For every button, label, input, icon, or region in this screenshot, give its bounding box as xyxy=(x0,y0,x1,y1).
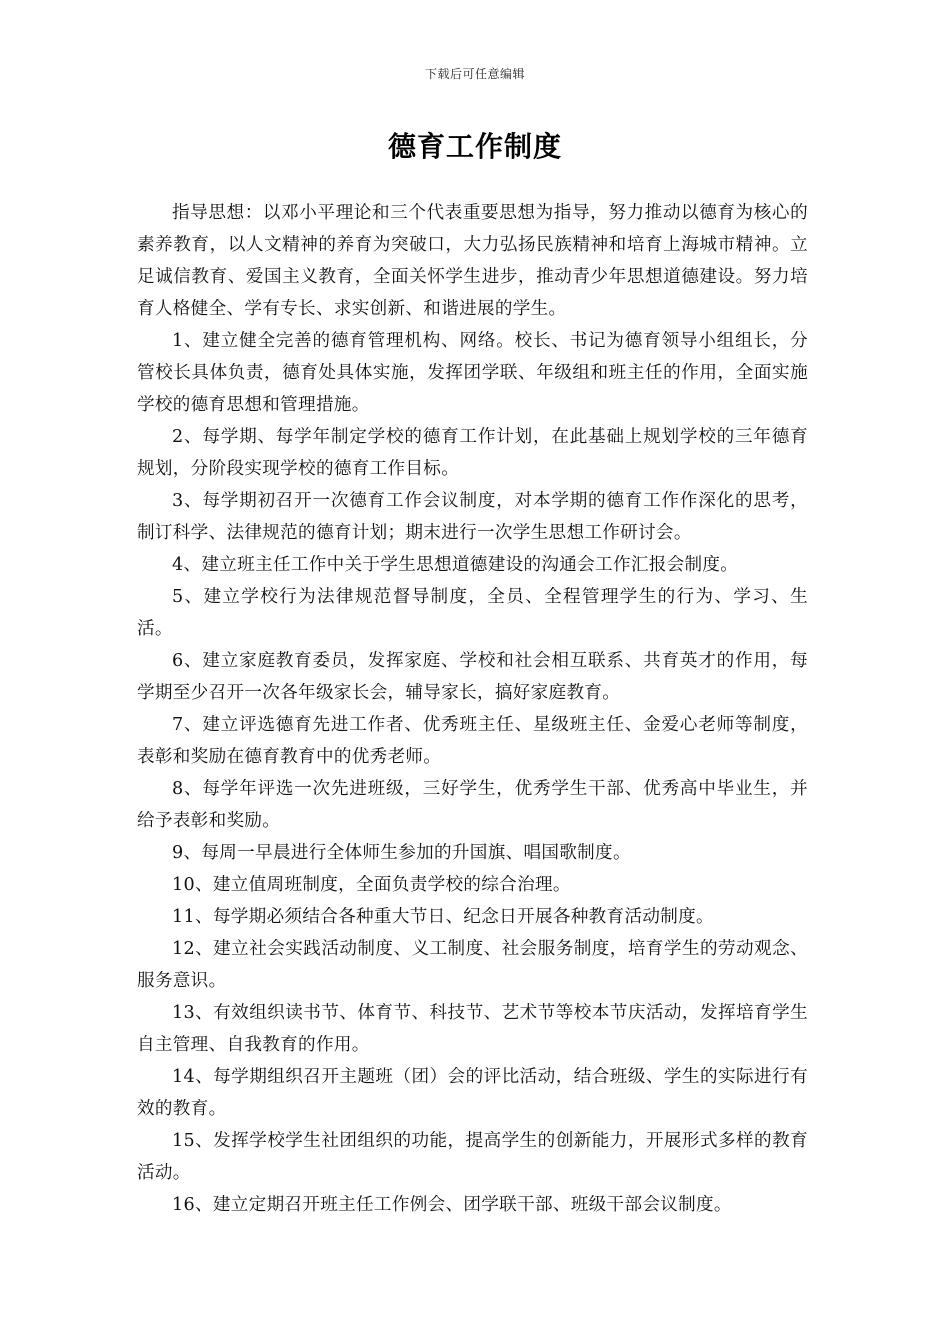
rule-paragraph-3: 3、每学期初召开一次德育工作会议制度，对本学期的德育工作作深化的思考，制订科学、法律规范的德育计划；期末进行一次学生思想工作研讨会。 xyxy=(137,491,808,543)
rule-paragraph-12: 12、建立社会实践活动制度、义工制度、社会服务制度，培育学生的劳动观念、服务意识。 xyxy=(137,939,808,991)
document-title: 德育工作制度 xyxy=(387,130,562,163)
document-body xyxy=(137,197,808,1221)
rule-paragraph-2: 2、每学期、每学年制定学校的德育工作计划，在此基础上规划学校的三年德育规划，分阶段实现学校的德育工作目标。 xyxy=(137,427,808,479)
rule-paragraph-9: 9、每周一早晨进行全体师生参加的升国旗、唱国歌制度。 xyxy=(172,843,631,863)
rule-paragraph-6: 6、建立家庭教育委员，发挥家庭、学校和社会相互联系、共育英才的作用，每学期至少召开一次各年级家长会，辅导家长，搞好家庭教育。 xyxy=(137,651,808,703)
guiding-ideology-paragraph: 指导思想：以邓小平理论和三个代表重要思想为指导，努力推动以德育为核心的素养教育，以人文精神的养育为突破口，大力弘扬民族精神和培育上海城市精神。立足诚信教育、爱国主义教育，全面关怀学生进步，推动青少年思想道德建设。努力培育人格健全、学有专长、求实创新、和谐进展的学生。 xyxy=(137,203,808,319)
rule-paragraph-8: 8、每学年评选一次先进班级，三好学生，优秀学生干部、优秀高中毕业生，并给予表彰和奖励。 xyxy=(137,779,808,831)
rule-paragraph-16: 16、建立定期召开班主任工作例会、团学联干部、班级干部会议制度。 xyxy=(172,1195,732,1215)
rule-paragraph-5: 5、建立学校行为法律规范督导制度，全员、全程管理学生的行为、学习、生活。 xyxy=(137,587,808,639)
rule-paragraph-15: 15、发挥学校学生社团组织的功能，提高学生的创新能力，开展形式多样的教育活动。 xyxy=(137,1131,808,1183)
rule-paragraph-13: 13、有效组织读书节、体育节、科技节、艺术节等校本节庆活动，发挥培育学生自主管理、自我教育的作用。 xyxy=(137,1003,808,1055)
rule-paragraph-10: 10、建立值周班制度，全面负责学校的综合治理。 xyxy=(172,875,571,895)
header-note: 下载后可任意编辑 xyxy=(424,67,525,81)
rule-paragraph-14: 14、每学期组织召开主题班（团）会的评比活动，结合班级、学生的实际进行有效的教育。 xyxy=(137,1067,808,1119)
rule-paragraph-4: 4、建立班主任工作中关于学生思想道德建设的沟通会工作汇报会制度。 xyxy=(172,555,739,575)
rule-paragraph-7: 7、建立评选德育先进工作者、优秀班主任、星级班主任、金爱心老师等制度，表彰和奖励在德育教育中的优秀老师。 xyxy=(137,715,808,767)
rule-paragraph-11: 11、每学期必须结合各种重大节日、纪念日开展各种教育活动制度。 xyxy=(172,907,714,927)
rule-paragraph-1: 1、建立健全完善的德育管理机构、网络。校长、书记为德育领导小组组长，分管校长具体负责，德育处具体实施，发挥团学联、年级组和班主任的作用，全面实施学校的德育思想和管理措施。 xyxy=(137,331,808,415)
